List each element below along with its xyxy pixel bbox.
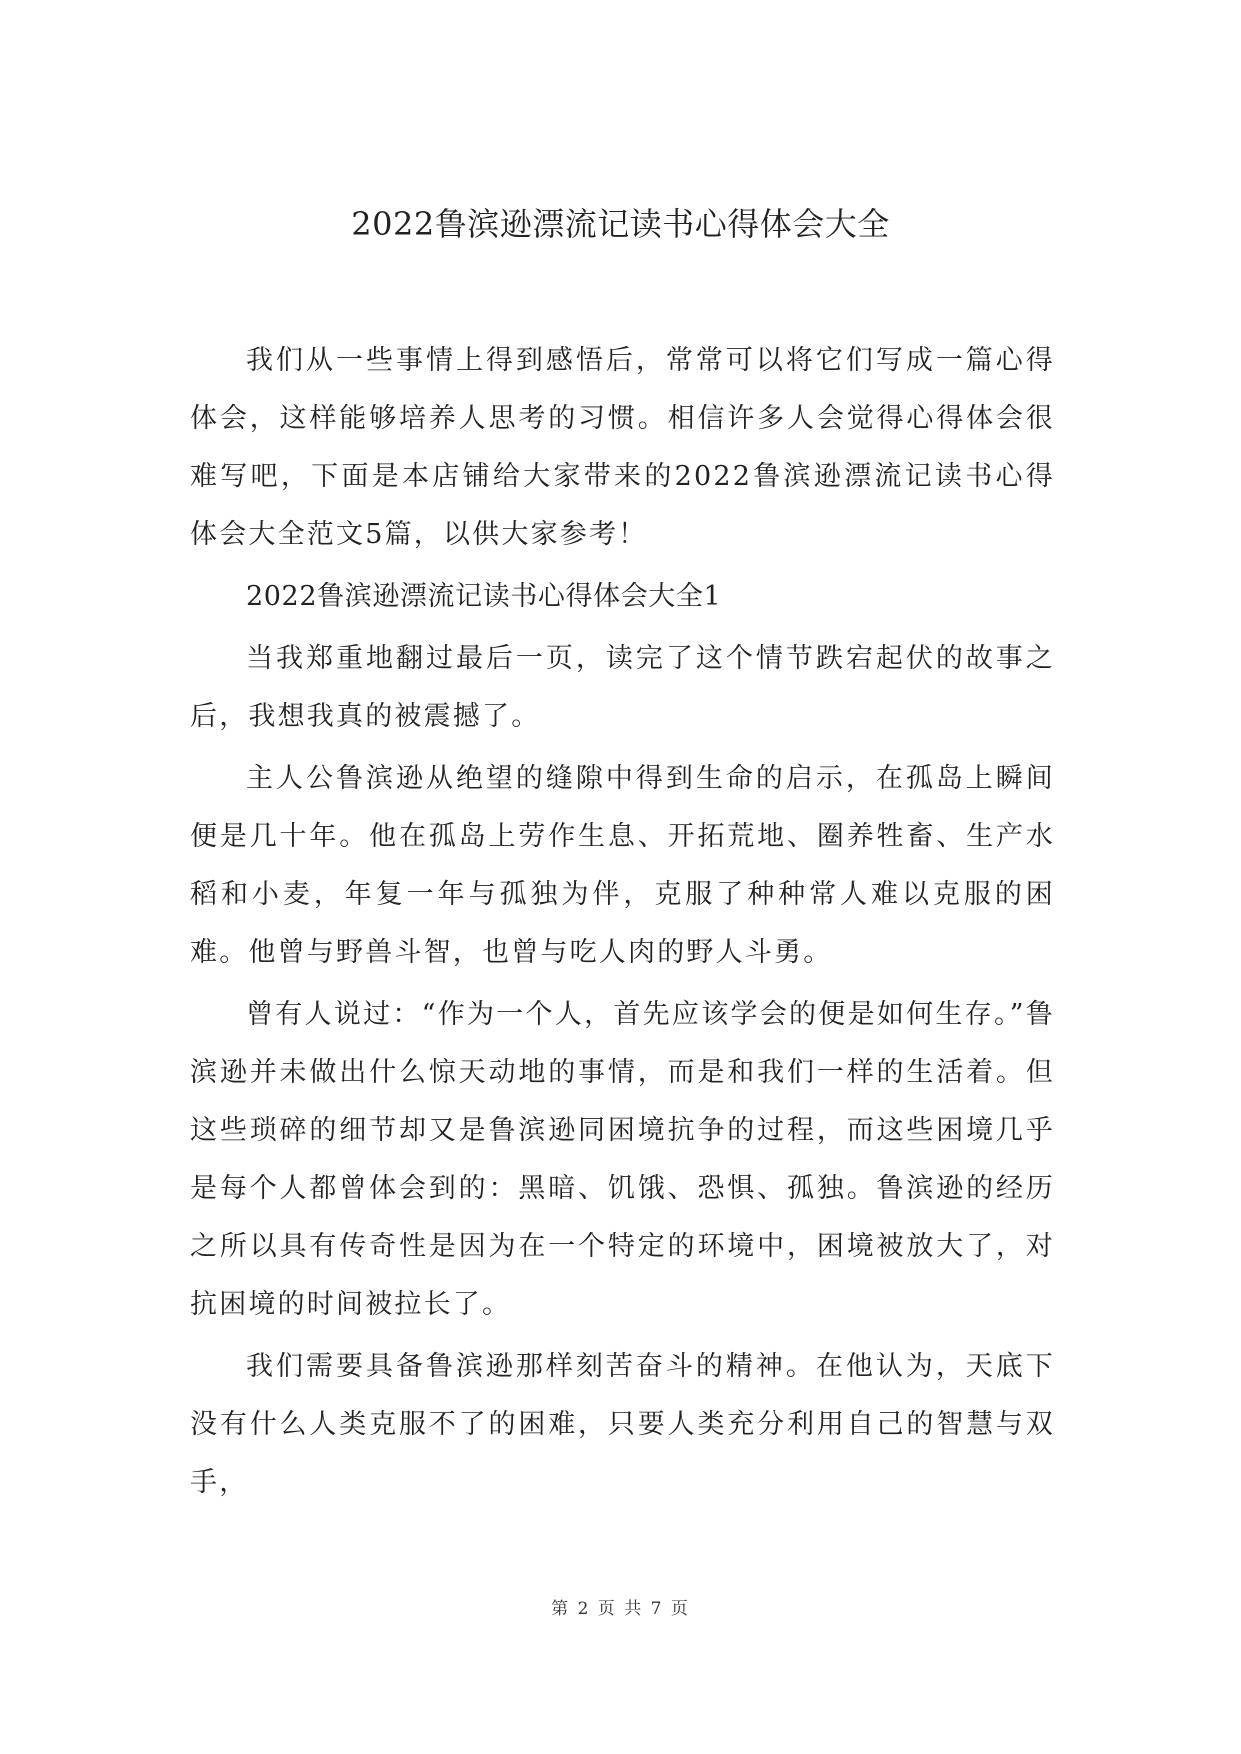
page-number-footer: 第 2 页 共 7 页 [551,1599,690,1619]
section-heading: 2022鲁滨逊漂流记读书心得体会大全1 [246,581,722,612]
intro-paragraph: 我们从一些事情上得到感悟后，常常可以将它们写成一篇心得体会，这样能够培养人思考的习惯。相信许多人会觉得心得体会很难写吧，下面是本店铺给大家带来的2022鲁滨逊漂流记读书心得体会大全范文5篇，以供大家参考！ [190,345,1055,550]
document-body [190,332,1055,1516]
body-paragraph: 主人公鲁滨逊从绝望的缝隙中得到生命的启示，在孤岛上瞬间便是几十年。他在孤岛上劳作生息、开拓荒地、圈养牲畜、生产水稻和小麦，年复一年与孤独为伴，克服了种种常人难以克服的困难。他曾与野兽斗智，也曾与吃人肉的野人斗勇。 [190,763,1055,968]
body-paragraph: 我们需要具备鲁滨逊那样刻苦奋斗的精神。在他认为，天底下没有什么人类克服不了的困难，只要人类充分利用自己的智慧与双手， [190,1351,1055,1498]
document-title: 2022鲁滨逊漂流记读书心得体会大全 [351,205,890,243]
body-paragraph: 当我郑重地翻过最后一页，读完了这个情节跌宕起伏的故事之后，我想我真的被震撼了。 [190,643,1055,732]
body-paragraph: 曾有人说过：“作为一个人，首先应该学会的便是如何生存。”鲁滨逊并未做出什么惊天动地的事情，而是和我们一样的生活着。但这些琐碎的细节却又是鲁滨逊同困境抗争的过程，而这些困境几乎是每个人都曾体会到的：黑暗、饥饿、恐惧、孤独。鲁滨逊的经历之所以具有传奇性是因为在一个特定的环境中，困境被放大了，对抗困境的时间被拉长了。 [190,999,1055,1320]
